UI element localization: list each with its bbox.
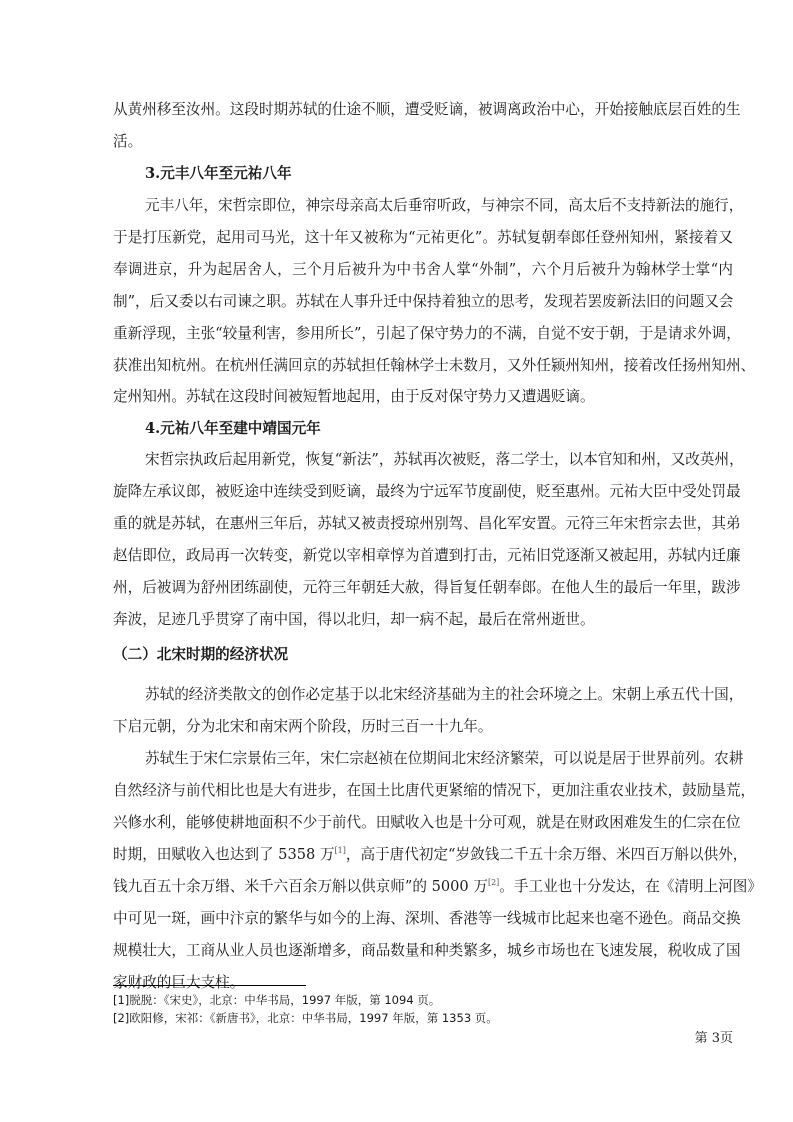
paragraph-line: 获准出知杭州。在杭州任满回京的苏轼担任翰林学士未数月，又外任颍州知州，接着改任扬州知州、 [113,357,756,374]
paragraph-line: 重的就是苏轼，在惠州三年后，苏轼又被责授琼州别驾、昌化军安置。元符三年宋哲宗去世，其弟 [113,515,741,532]
text-run: ，高于唐代初定“岁敛钱二千五十余万缗、米四百万斛以供外， [345,846,748,863]
paragraph-line: 奉调进京，升为起居舍人，三个月后被升为中书舍人掌“外制”，六个月后被升为翰林学士掌“内 [113,261,733,278]
paragraph-line: 规模壮大，工商从业人员也逐渐增多，商品数量和种类繁多，城乡市场也在飞速发展，税收成了国 [113,942,741,959]
paragraph-line: 奔波，足迹几乎贯穿了南中国，得以北归，却一病不起，最后在常州逝世。 [113,611,595,628]
paragraph-line: 重新浮现，主张“较量利害，参用所长”，引起了保守势力的不满，自觉不安于朝，于是请求外调， [113,325,741,342]
paragraph-line: 家财政的巨大支柱。 [113,974,245,991]
footnote-ref[interactable]: [2] [487,878,500,888]
paragraph-line: 中可见一斑，画中汴京的繁华与如今的上海、深圳、香港等一线城市比起来也毫不逊色。商品交换 [113,910,741,927]
footnote-separator [113,985,306,986]
footnote-ref[interactable]: [1] [334,846,346,856]
section-heading: 4.元祐八年至建中靖国元年 [145,420,321,437]
paragraph-line: 旋降左承议郎，被贬途中连续受到贬谪，最终为宁远军节度副使，贬至惠州。元祐大臣中受处罚最 [113,483,741,500]
page-number: 第 3页 [694,1031,733,1046]
paragraph-line: 宋哲宗执政后起用新党，恢复“新法”，苏轼再次被贬，落二学士，以本官知和州，又改英州， [145,451,744,468]
paragraph-line: 苏轼的经济类散文的创作必定基于以北宋经济基础为主的社会环境之上。宋朝上承五代十国， [145,686,744,703]
paragraph-line: 制”，后又委以右司谏之职。苏轼在人事升迁中保持着独立的思考，发现若罢废新法旧的问题又会 [113,293,734,310]
chapter-heading: （二）北宋时期的经济状况 [113,646,289,663]
paragraph-line: 从黄州移至汝州。这段时期苏轼的仕途不顺，遭受贬谪，被调离政治中心，开始接触底层百姓的生 [113,101,741,118]
text-run: 钱九百五十余万缗、米千六百余万斛以供京师”的 5000 万 [113,878,488,895]
paragraph-line: 苏轼生于宋仁宗景佑三年，宋仁宗赵祯在位期间北宋经济繁荣，可以说是居于世界前列。农耕 [145,750,744,767]
text-run: 时期，田赋收入也达到了 5358 万 [113,846,335,863]
paragraph-line: 赵佶即位，政局再一次转变，新党以宰相章惇为首遭到打击，元祐旧党逐渐又被起用，苏轼内迁廉 [113,547,741,564]
paragraph-line [113,845,748,865]
footnote: [2]欧阳修，宋祁：《新唐书》，北京：中华书局，1997 年版，第 1353 页。 [113,1011,498,1025]
paragraph-line: 州，后被调为舒州团练副使，元符三年朝廷大赦，得旨复任朝奉郎。在他人生的最后一年里，跋涉 [113,579,741,596]
paragraph-line [113,877,762,897]
paragraph-line: 自然经济与前代相比也是大有进步，在国土比唐代更紧缩的情况下，更加注重农业技术，鼓励垦荒， [113,782,756,799]
paragraph-line: 活。 [113,133,143,150]
section-heading: 3.元丰八年至元祐八年 [145,165,292,182]
paragraph-line: 下启元朝，分为北宋和南宋两个阶段，历时三百一十九年。 [113,718,493,735]
paragraph-line: 兴修水利，能够使耕地面积不少于前代。田赋收入也是十分可观，就是在财政困难发生的仁宗在位 [113,814,741,831]
paragraph-line: 于是打压新党，起用司马光，这十年又被称为“元祐更化”。苏轼复朝奉郎任登州知州，紧接着又 [113,229,733,246]
paragraph-line: 定州知州。苏轼在这段时间被短暂地起用，由于反对保守势力又遭遇贬谪。 [113,388,595,405]
paragraph-line: 元丰八年，宋哲宗即位，神宗母亲高太后垂帘听政，与神宗不同，高太后不支持新法的施行， [145,197,744,214]
footnote: [1]脱脱：《宋史》，北京：中华书局，1997 年版，第 1094 页。 [113,993,441,1007]
text-run: 。手工业也十分发达，在《清明上河图》 [499,878,762,895]
